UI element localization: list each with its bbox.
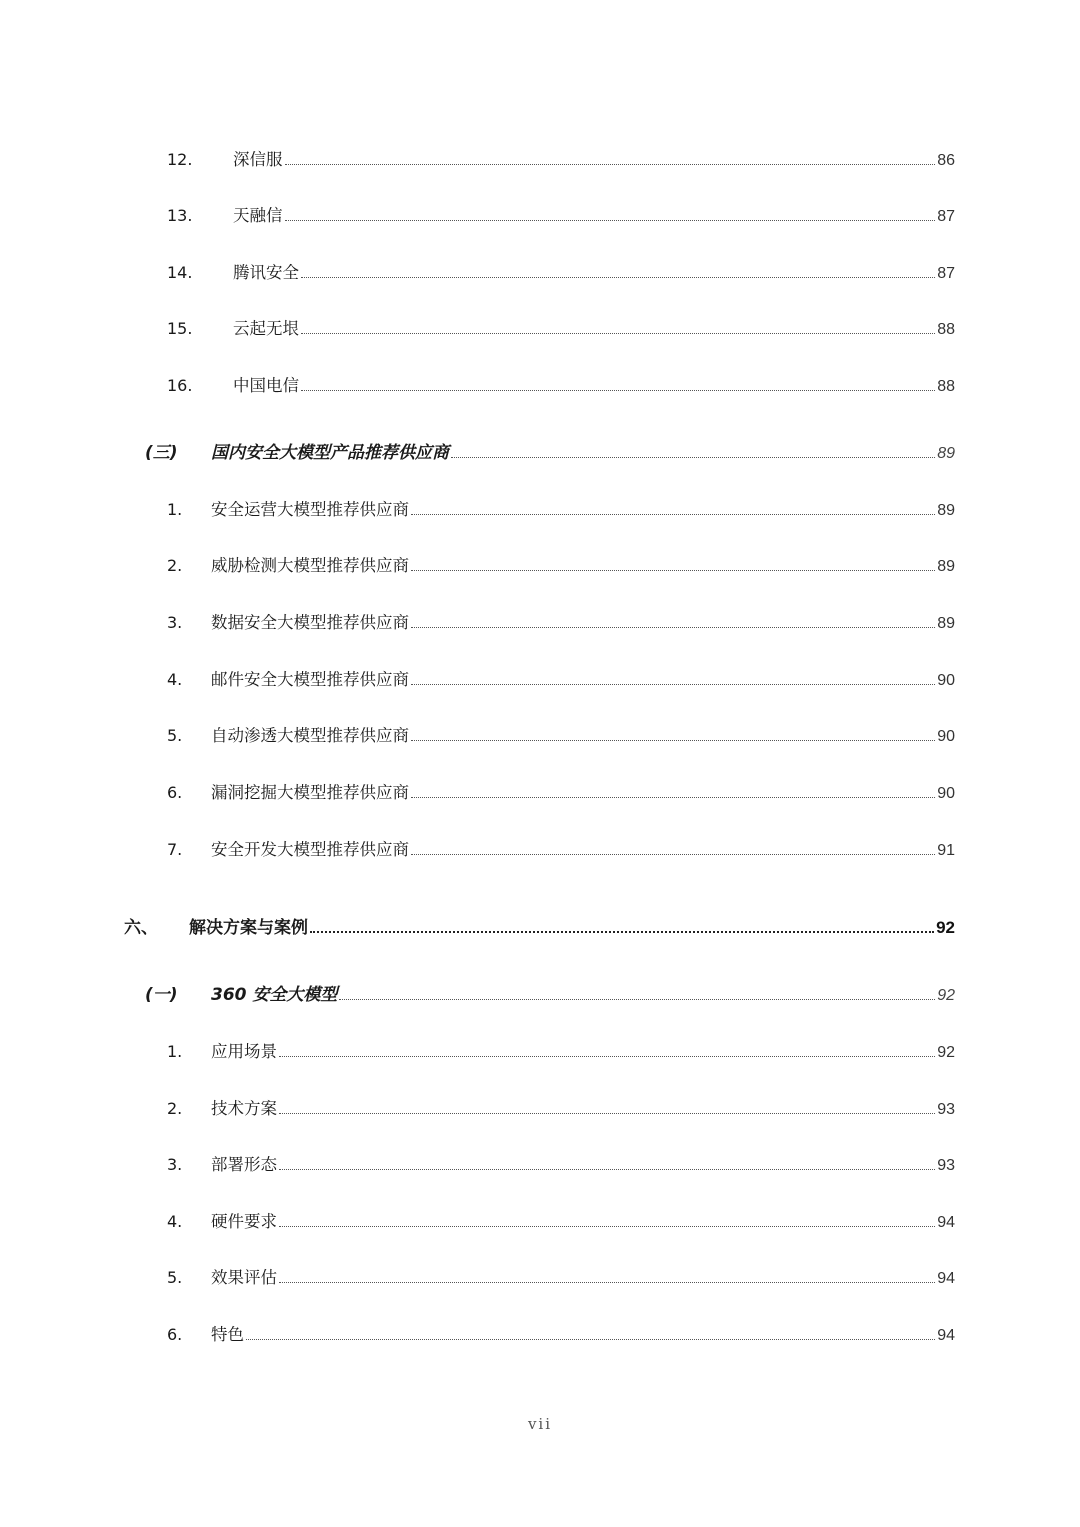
toc-entry-page: 89 <box>937 502 955 519</box>
toc-entry-title: 部署形态 <box>211 1155 277 1174</box>
dot-leader <box>285 219 936 221</box>
toc-entry-page: 86 <box>937 152 955 169</box>
dot-leader <box>451 456 935 458</box>
toc-entry-title: 安全运营大模型推荐供应商 <box>211 500 409 519</box>
dot-leader <box>279 1055 935 1057</box>
toc-entry-leader <box>211 665 955 696</box>
toc-entry-title: 硬件要求 <box>211 1212 277 1231</box>
toc-entry-number: 1. <box>167 1042 183 1061</box>
toc-entry[interactable] <box>0 1150 1080 1180</box>
toc-entry[interactable] <box>0 495 1080 525</box>
toc-entry-number: 5. <box>167 726 183 745</box>
dot-leader <box>411 796 935 798</box>
toc-entry-page: 87 <box>937 208 955 225</box>
toc-entry-title: 效果评估 <box>211 1268 277 1287</box>
toc-entry[interactable] <box>0 665 1080 695</box>
dot-leader <box>411 626 935 628</box>
toc-entry[interactable] <box>0 721 1080 751</box>
dot-leader <box>339 998 935 1000</box>
toc-entry-number: 4. <box>167 1212 183 1231</box>
toc-entry-page: 94 <box>937 1214 955 1231</box>
toc-entry-leader <box>211 721 955 752</box>
toc-entry-leader <box>233 314 955 345</box>
toc-entry-title: 应用场景 <box>211 1042 277 1061</box>
toc-entry[interactable] <box>0 1037 1080 1067</box>
toc-entry-title: 国内安全大模型产品推荐供应商 <box>211 443 449 463</box>
toc-entry-page: 88 <box>937 378 955 395</box>
toc-entry-title: 腾讯安全 <box>233 263 299 282</box>
toc-entry-number: 7. <box>167 840 183 859</box>
toc-entry-page: 94 <box>937 1270 955 1287</box>
toc-entry-page: 89 <box>937 615 955 632</box>
dot-leader <box>301 276 935 278</box>
toc-entry[interactable] <box>0 258 1080 288</box>
toc-entry-leader <box>211 1263 955 1294</box>
dot-leader <box>411 513 935 515</box>
dot-leader <box>411 569 935 571</box>
toc-entry-number: 5. <box>167 1268 183 1287</box>
toc-entry-number: 1. <box>167 500 183 519</box>
toc-entry-page: 90 <box>937 728 955 745</box>
toc-entry-number: 13. <box>167 206 193 225</box>
toc-entry-page: 91 <box>937 842 955 859</box>
toc-entry[interactable] <box>0 608 1080 638</box>
toc-entry-leader <box>211 778 955 809</box>
dot-leader <box>411 853 935 855</box>
toc-entry-number: 2. <box>167 556 183 575</box>
toc-entry-page: 93 <box>937 1157 955 1174</box>
toc-entry-number: 14. <box>167 263 193 282</box>
toc-entry-title: 自动渗透大模型推荐供应商 <box>211 726 409 745</box>
toc-entry-page: 93 <box>937 1101 955 1118</box>
toc-entry-title: 邮件安全大模型推荐供应商 <box>211 670 409 689</box>
dot-leader <box>411 739 935 741</box>
toc-entry[interactable] <box>0 145 1080 175</box>
dot-leader <box>279 1168 935 1170</box>
toc-entry[interactable] <box>0 913 1080 943</box>
toc-entry-leader <box>233 371 955 402</box>
toc-entry-number: 3. <box>167 613 183 632</box>
dot-leader <box>279 1112 935 1114</box>
toc-entry-number: 12. <box>167 150 193 169</box>
dot-leader <box>279 1281 935 1283</box>
toc-entry-title: 安全开发大模型推荐供应商 <box>211 840 409 859</box>
toc-entry-leader <box>211 980 955 1011</box>
toc-entry-page: 89 <box>937 445 955 462</box>
toc-entry-number: (三) <box>145 443 178 463</box>
toc-entry[interactable] <box>0 980 1080 1010</box>
toc-entry-page: 94 <box>937 1327 955 1344</box>
toc-entry-number: (一) <box>145 985 178 1005</box>
toc-entry[interactable] <box>0 835 1080 865</box>
dot-leader <box>285 163 936 165</box>
toc-entry-title: 漏洞挖掘大模型推荐供应商 <box>211 783 409 802</box>
toc-entry-title: 特色 <box>211 1325 244 1344</box>
toc-entry-page: 92 <box>937 1044 955 1061</box>
toc-entry-page: 90 <box>937 785 955 802</box>
toc-entry[interactable] <box>0 1207 1080 1237</box>
toc-entry[interactable] <box>0 314 1080 344</box>
toc-entry-leader <box>233 145 955 176</box>
toc-entry-leader <box>189 913 955 943</box>
toc-entry-number: 2. <box>167 1099 183 1118</box>
toc-entry-number: 6. <box>167 783 183 802</box>
toc-entry[interactable] <box>0 778 1080 808</box>
toc-entry-title: 数据安全大模型推荐供应商 <box>211 613 409 632</box>
toc-entry-title: 360 安全大模型 <box>211 985 338 1005</box>
toc-entry-number: 6. <box>167 1325 183 1344</box>
toc-entry-leader <box>211 1207 955 1238</box>
toc-entry[interactable] <box>0 1263 1080 1293</box>
toc-entry-leader <box>211 551 955 582</box>
toc-entry-page: 92 <box>936 918 955 937</box>
toc-entry-page: 92 <box>937 987 955 1004</box>
toc-entry[interactable] <box>0 371 1080 401</box>
dot-leader <box>279 1225 935 1227</box>
toc-entry[interactable] <box>0 1320 1080 1350</box>
toc-entry-title: 中国电信 <box>233 376 299 395</box>
dot-leader <box>301 332 935 334</box>
toc-entry-title: 天融信 <box>233 206 283 225</box>
dot-leader <box>301 389 935 391</box>
toc-entry[interactable] <box>0 551 1080 581</box>
dot-leader <box>310 930 934 933</box>
toc-entry-number: 16. <box>167 376 193 395</box>
toc-entry-title: 深信服 <box>233 150 283 169</box>
dot-leader <box>246 1338 935 1340</box>
toc-entry-leader <box>211 835 955 866</box>
toc-entry[interactable] <box>0 1094 1080 1124</box>
toc-entry-number: 15. <box>167 319 193 338</box>
toc-entry[interactable] <box>0 438 1080 468</box>
toc-entry-title: 解决方案与案例 <box>189 918 308 938</box>
toc-entry-number: 3. <box>167 1155 183 1174</box>
toc-entry-leader <box>211 1320 955 1351</box>
toc-entry-page: 88 <box>937 321 955 338</box>
toc-entry-page: 87 <box>937 265 955 282</box>
toc-entry-title: 云起无垠 <box>233 319 299 338</box>
toc-entry-leader <box>211 1094 955 1125</box>
toc-entry-title: 威胁检测大模型推荐供应商 <box>211 556 409 575</box>
toc-entry-number: 六、 <box>124 918 158 938</box>
toc-entry-leader <box>233 258 955 289</box>
toc-entry-title: 技术方案 <box>211 1099 277 1118</box>
toc-entry-leader <box>211 438 955 469</box>
toc-entry-number: 4. <box>167 670 183 689</box>
toc-entry-leader <box>211 495 955 526</box>
toc-entry-page: 90 <box>937 672 955 689</box>
toc-entry-leader <box>211 608 955 639</box>
dot-leader <box>411 683 935 685</box>
toc-entry[interactable] <box>0 201 1080 231</box>
toc-entry-leader <box>233 201 955 232</box>
toc-entry-leader <box>211 1150 955 1181</box>
page-number-footer: vii <box>527 1415 553 1433</box>
toc-entry-leader <box>211 1037 955 1068</box>
toc-entry-page: 89 <box>937 558 955 575</box>
